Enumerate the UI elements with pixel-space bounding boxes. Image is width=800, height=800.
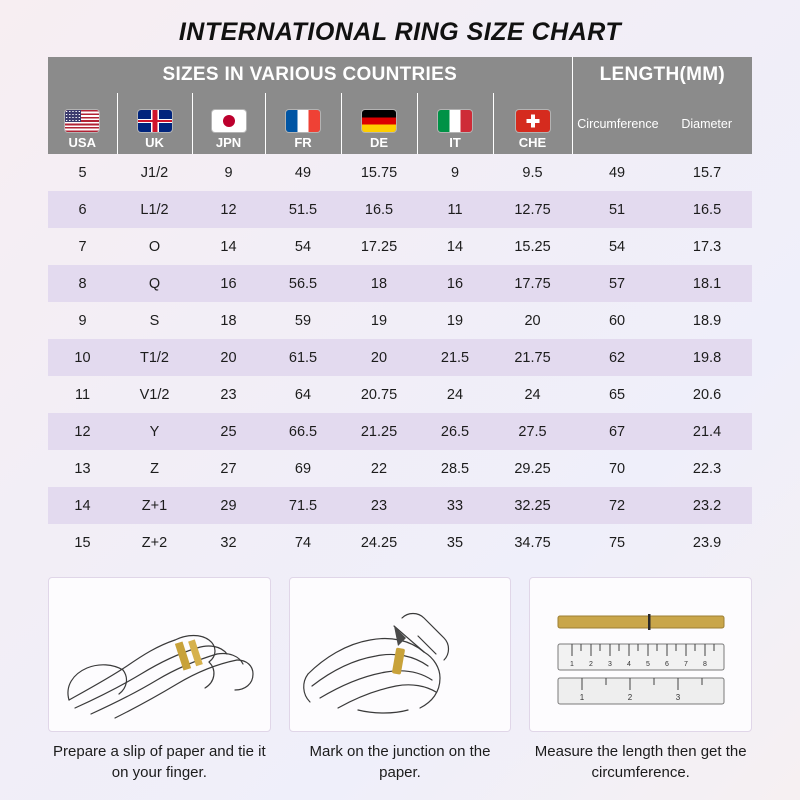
table-header-groups (48, 57, 752, 93)
flag-japan-icon (212, 110, 246, 132)
cell-it: 21.5 (440, 349, 470, 366)
table-header-countries (48, 93, 752, 154)
cell-usa: 15 (74, 534, 91, 551)
cell-che: 17.75 (514, 275, 551, 292)
table-row (48, 524, 752, 561)
hand-pen-mark-icon (298, 582, 503, 727)
table-body (48, 154, 752, 561)
cell-che: 15.25 (514, 238, 551, 255)
cell-de: 19 (370, 312, 388, 329)
header-country-fr (265, 93, 341, 154)
svg-text:3: 3 (608, 661, 613, 668)
cell-circumference: 51 (608, 201, 626, 218)
cell-de: 24.25 (360, 534, 398, 551)
cell-usa: 9 (78, 312, 87, 329)
table-row (48, 265, 752, 302)
country-code-it: IT (449, 135, 461, 150)
step-2-caption: Mark on the junction on the paper. (309, 743, 491, 781)
table-row (48, 302, 752, 339)
cell-circumference: 54 (608, 238, 626, 255)
cell-fr: 59 (294, 312, 312, 329)
cell-uk: Z+2 (141, 534, 168, 551)
header-country-it (417, 93, 493, 154)
cell-uk: O (148, 238, 161, 255)
cell-it: 11 (447, 201, 463, 218)
cell-it: 16 (446, 275, 464, 292)
cell-circumference: 70 (608, 460, 626, 477)
cell-fr: 61.5 (288, 349, 318, 366)
cell-jpn: 29 (220, 497, 237, 514)
cell-circumference: 49 (608, 164, 626, 181)
cell-it: 9 (450, 164, 460, 181)
cell-diameter: 20.6 (692, 386, 722, 403)
cell-che: 29.25 (514, 460, 551, 477)
header-sizes-group: SIZES IN VARIOUS COUNTRIES (48, 57, 572, 93)
table-row (48, 154, 752, 191)
page-title: INTERNATIONAL RING SIZE CHART (178, 18, 622, 46)
cell-jpn: 20 (220, 349, 237, 366)
cell-diameter: 17.3 (692, 238, 722, 255)
cell-it: 14 (446, 238, 464, 255)
cell-usa: 8 (78, 275, 87, 292)
cell-circumference: 60 (608, 312, 626, 329)
cell-jpn: 9 (224, 164, 233, 181)
table-row (48, 450, 752, 487)
cell-jpn: 25 (220, 423, 237, 440)
cell-uk: Q (148, 275, 161, 292)
cell-fr: 54 (294, 238, 312, 255)
header-country-usa (48, 93, 117, 154)
cell-jpn: 16 (220, 275, 237, 292)
table-row (48, 339, 752, 376)
cell-circumference: 67 (608, 423, 626, 440)
cell-usa: 13 (74, 460, 91, 477)
flag-france-icon (286, 110, 320, 132)
cell-che: 27.5 (518, 423, 547, 440)
ring-size-table (48, 57, 752, 561)
flag-switzerland-icon (516, 110, 550, 132)
country-code-usa: USA (68, 135, 96, 150)
header-country-de (341, 93, 417, 154)
cell-diameter: 21.4 (692, 423, 722, 440)
step-1-illustration (48, 577, 271, 732)
country-code-de: DE (369, 135, 389, 150)
cell-che: 21.75 (514, 349, 551, 366)
cell-diameter: 23.9 (692, 534, 722, 551)
cell-usa: 12 (74, 423, 91, 440)
svg-text:8: 8 (703, 661, 708, 668)
header-country-uk (117, 93, 192, 154)
header-diameter: Diameter (681, 117, 733, 131)
cell-fr: 74 (294, 534, 312, 551)
flag-uk-icon (138, 110, 172, 132)
cell-usa: 11 (74, 386, 91, 403)
cell-jpn: 23 (220, 386, 237, 403)
cell-uk: Z (150, 460, 159, 477)
cell-che: 9.5 (522, 164, 543, 181)
flag-usa-icon (65, 110, 99, 132)
cell-che: 12.75 (514, 201, 551, 218)
cell-jpn: 32 (220, 534, 237, 551)
cell-jpn: 18 (220, 312, 237, 329)
svg-text:1: 1 (579, 693, 585, 702)
header-length-subcols (572, 93, 752, 154)
cell-de: 18 (370, 275, 388, 292)
header-length-group: LENGTH(MM) (572, 57, 752, 93)
step-card-2 (289, 577, 512, 783)
cell-usa: 7 (78, 238, 87, 255)
cell-it: 19 (446, 312, 464, 329)
cell-de: 16.5 (364, 201, 394, 218)
cell-jpn: 14 (220, 238, 237, 255)
cell-fr: 64 (294, 386, 312, 403)
cell-jpn: 12 (220, 201, 237, 218)
cell-uk: V1/2 (139, 386, 170, 403)
svg-text:4: 4 (627, 661, 632, 668)
cell-uk: Y (149, 423, 160, 440)
step-3-caption: Measure the length then get the circumference. (534, 743, 747, 781)
header-country-jpn (192, 93, 265, 154)
step-card-1 (48, 577, 271, 783)
svg-text:1: 1 (570, 661, 575, 668)
header-country-che (493, 93, 572, 154)
country-code-fr: FR (294, 135, 312, 150)
cell-uk: T1/2 (139, 349, 169, 366)
cell-circumference: 62 (608, 349, 626, 366)
table-row (48, 191, 752, 228)
cell-uk: Z+1 (141, 497, 168, 514)
step-3-illustration (529, 577, 752, 732)
cell-diameter: 22.3 (692, 460, 722, 477)
cell-usa: 10 (74, 349, 91, 366)
cell-it: 24 (446, 386, 464, 403)
cell-diameter: 15.7 (692, 164, 722, 181)
svg-text:5: 5 (646, 661, 651, 668)
cell-fr: 66.5 (288, 423, 318, 440)
cell-de: 21.25 (360, 423, 398, 440)
step-1-caption: Prepare a slip of paper and tie it on your finger. (53, 743, 266, 781)
step-card-3 (529, 577, 752, 783)
step-2-illustration (289, 577, 512, 732)
cell-diameter: 18.9 (692, 312, 722, 329)
country-code-jpn: JPN (215, 135, 242, 150)
cell-it: 35 (446, 534, 464, 551)
cell-it: 33 (446, 497, 464, 514)
cell-uk: S (149, 312, 160, 329)
cell-circumference: 72 (608, 497, 626, 514)
svg-text:2: 2 (589, 661, 594, 668)
header-circumference: Circumference (577, 117, 659, 131)
cell-che: 34.75 (514, 534, 551, 551)
svg-text:2: 2 (627, 693, 633, 702)
table-row (48, 228, 752, 265)
cell-uk: L1/2 (140, 201, 169, 218)
cell-circumference: 75 (608, 534, 626, 551)
country-code-che: CHE (518, 135, 547, 150)
cell-de: 20.75 (360, 386, 398, 403)
cell-fr: 69 (294, 460, 312, 477)
table-row (48, 376, 752, 413)
hand-paper-strip-icon (57, 582, 262, 727)
cell-de: 20 (370, 349, 388, 366)
cell-usa: 6 (78, 201, 87, 218)
svg-text:6: 6 (665, 661, 670, 668)
flag-italy-icon (438, 110, 472, 132)
cell-fr: 49 (294, 164, 312, 181)
cell-diameter: 23.2 (692, 497, 722, 514)
cell-it: 28.5 (440, 460, 470, 477)
cell-circumference: 65 (608, 386, 626, 403)
cell-circumference: 57 (608, 275, 626, 292)
cell-uk: J1/2 (140, 164, 169, 181)
country-code-uk: UK (145, 135, 164, 150)
svg-text:7: 7 (684, 661, 689, 668)
cell-fr: 71.5 (288, 497, 318, 514)
cell-diameter: 18.1 (692, 275, 722, 292)
svg-text:3: 3 (675, 693, 681, 702)
cell-it: 26.5 (440, 423, 470, 440)
cell-diameter: 16.5 (692, 201, 722, 218)
cell-de: 22 (370, 460, 388, 477)
table-row (48, 413, 752, 450)
cell-de: 23 (370, 497, 388, 514)
table-row (48, 487, 752, 524)
cell-fr: 51.5 (288, 201, 318, 218)
cell-usa: 5 (78, 164, 87, 181)
cell-fr: 56.5 (288, 275, 318, 292)
cell-de: 17.25 (360, 238, 398, 255)
cell-che: 20 (524, 312, 541, 329)
cell-de: 15.75 (360, 164, 398, 181)
instruction-steps (48, 577, 752, 783)
flag-germany-icon (362, 110, 396, 132)
cell-che: 24 (524, 386, 541, 403)
cell-diameter: 19.8 (692, 349, 722, 366)
ruler-measure-icon (538, 582, 743, 727)
cell-che: 32.25 (514, 497, 551, 514)
cell-jpn: 27 (220, 460, 237, 477)
cell-usa: 14 (74, 497, 91, 514)
